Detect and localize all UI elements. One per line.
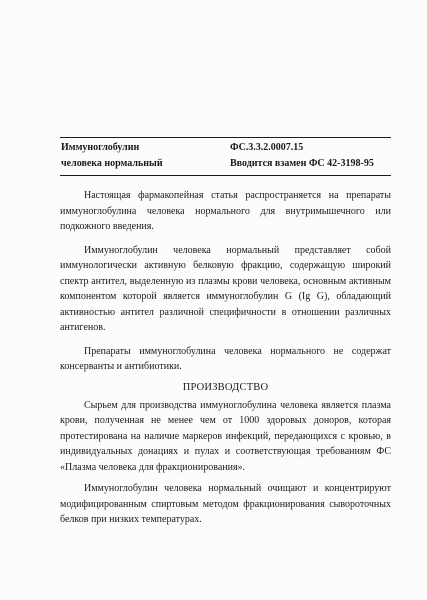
replaces-note: Вводится взамен ФС 42-3198-95 — [230, 158, 374, 169]
article-title-line-1: Иммуноглобулин — [61, 142, 140, 153]
paragraph-purification: Иммуноглобулин человека нормальный очищают и концентрируют модифицированным спиртовым методом фракционирования сывороточных белков при низких температурах. — [60, 483, 391, 525]
document-body — [60, 188, 391, 536]
header-bottom-rule — [60, 175, 391, 176]
paragraph-preservatives: Препараты иммуноглобулина человека нормального не содержат консерванты и антибиотики. — [60, 345, 391, 372]
paragraph-definition: Иммуноглобулин человека нормальный представляет собой иммунологически активную белковую фракцию, содержащую широкий спектр антител, выделенную из плазмы крови человека, основным активным компонентом которой является иммуноглобулин G (Ig G), обладающий активностью антител различной специфичности в отношении различных антигенов. — [60, 244, 391, 333]
header-top-rule — [60, 137, 391, 138]
section-title-production: ПРОИЗВОДСТВО — [182, 381, 269, 393]
article-code: ФС.3.3.2.0007.15 — [230, 142, 304, 153]
paragraph-raw-material: Сырьем для производства иммуноглобулина человека является плазма крови, полученная не менее чем от 1000 здоровых доноров, которая протестирована на наличие маркеров инфекций, передающихся с кровью, в индивидуальных донациях и пулах и соответствующая требованиям ФС «Плазма человека для фракционирования». — [60, 399, 391, 473]
article-title-line-2: человека нормальный — [61, 158, 163, 169]
paragraph-scope: Настоящая фармакопейная статья распространяется на препараты иммуноглобулина человека нормального для внутримышечного или подкожного введения. — [60, 190, 391, 232]
